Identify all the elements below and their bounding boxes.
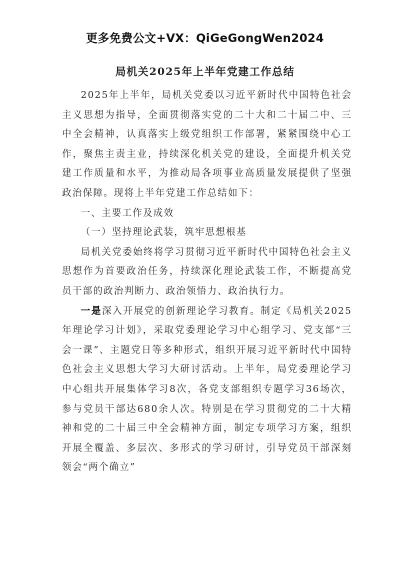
subsection-heading: （一）坚持理论武装，筑牢思想根基 bbox=[80, 227, 247, 239]
promo-banner: 更多免费公文+VX：QiGeGongWen2024 bbox=[86, 31, 324, 45]
paragraph-text: 深入开展党的创新理论学习教育。制定《局机关2025年理论学习计划》，采取党委理论学习中心组学习、党支部“三会一课”、主题党日等多种形式，组织开展习近平新时代中国特色社会主义思想大学习大研讨活动。上半年，局党委理论学习中心组共开展集体学习8次，各党支部组织专题学习36场次，参与党员干部达680余人次。特别是在学习贯彻党的二十大精神和党的二十届三中全会精神方面，制定专项学习方案，组织开展全覆盖、多层次、多形式的学习研讨，引导党员干部深刻领会“两个确立” bbox=[62, 305, 352, 474]
document-title: 局机关2025年上半年党建工作总结 bbox=[115, 66, 295, 78]
emphasis-lead: 一是 bbox=[80, 305, 102, 317]
section-heading: 一、主要工作及成效 bbox=[80, 207, 175, 219]
document-body bbox=[62, 86, 352, 478]
body-paragraph bbox=[62, 302, 352, 478]
intro-paragraph: 2025年上半年，局机关党委以习近平新时代中国特色社会主义思想为指导，全面贯彻落实党的二十大和二十届二中、三中全会精神，认真落实上级党组织工作部署，紧紧围绕中心工作，聚焦主责主业，持续深化机关党的建设，全面提升机关党建工作质量和水平，为推动局各项事业高质量发展提供了坚强政治保障。现将上半年党建工作总结如下： bbox=[62, 90, 352, 199]
body-paragraph: 局机关党委始终将学习贯彻习近平新时代中国特色社会主义思想作为首要政治任务，持续深化理论武装工作，不断提高党员干部的政治判断力、政治领悟力、政治执行力。 bbox=[62, 246, 352, 297]
